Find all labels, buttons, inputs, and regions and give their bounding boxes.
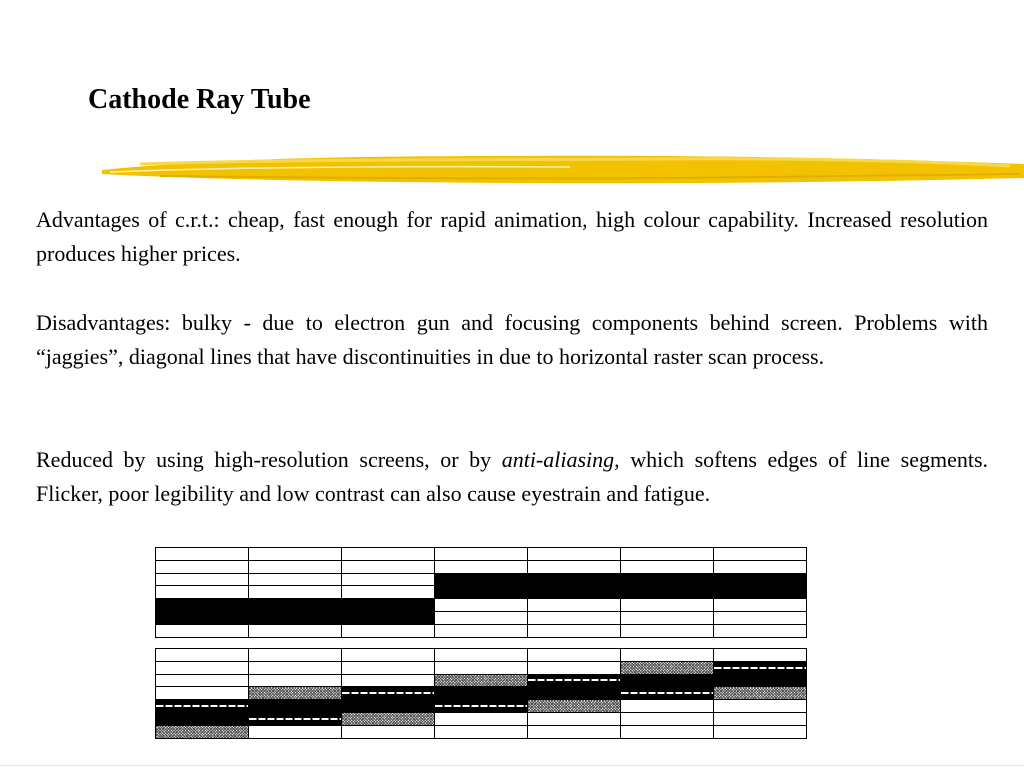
pixel-cell-empty <box>156 586 249 599</box>
pixel-cell-empty <box>714 624 807 637</box>
pixel-cell-empty <box>156 573 249 586</box>
pixel-cell-gray <box>528 700 621 713</box>
pixel-cell-empty <box>435 649 528 662</box>
pixel-cell-black <box>714 674 807 687</box>
pixel-cell-empty <box>435 725 528 738</box>
pixel-cell-empty <box>156 661 249 674</box>
pixel-cell-empty <box>156 560 249 573</box>
grid-row <box>156 712 807 725</box>
pixel-cell-gray <box>249 687 342 700</box>
pixel-cell-black <box>528 586 621 599</box>
pixel-cell-empty <box>435 599 528 612</box>
pixel-cell-dash <box>435 700 528 713</box>
pixel-cell-empty <box>528 712 621 725</box>
pixel-cell-gray <box>435 674 528 687</box>
grid-row <box>156 661 807 674</box>
pixel-cell-empty <box>435 712 528 725</box>
pixel-cell-empty <box>249 573 342 586</box>
pixel-cell-empty <box>342 649 435 662</box>
grid-row <box>156 599 807 612</box>
pixel-cell-empty <box>342 586 435 599</box>
pixel-cell-empty <box>435 611 528 624</box>
pixel-cell-empty <box>342 548 435 561</box>
pixel-cell-black <box>714 586 807 599</box>
reduction-text-end: which softens edges of line segments. Flicker, poor legibility and low contrast can also cause eyestrain and fatigue. <box>36 447 989 506</box>
pixel-cell-empty <box>621 624 714 637</box>
pixel-cell-empty <box>435 661 528 674</box>
advantages-paragraph: Advantages of c.r.t.: cheap, fast enough for rapid animation, high colour capability. Increased resolution produces higher prices. <box>36 207 988 266</box>
pixel-cell-empty <box>528 661 621 674</box>
pixel-cell-empty <box>249 661 342 674</box>
pixel-cell-empty <box>249 674 342 687</box>
pixel-cell-empty <box>249 649 342 662</box>
grid-row <box>156 624 807 637</box>
grid-row <box>156 611 807 624</box>
pixel-cell-empty <box>528 611 621 624</box>
pixel-cell-dash <box>342 687 435 700</box>
pixel-cell-empty <box>714 725 807 738</box>
pixel-cell-empty <box>621 725 714 738</box>
pixel-cell-black <box>621 674 714 687</box>
pixel-cell-empty <box>528 624 621 637</box>
pixel-cell-empty <box>156 548 249 561</box>
pixel-cell-black <box>528 687 621 700</box>
pixel-cell-empty <box>714 560 807 573</box>
pixel-cell-black <box>342 599 435 612</box>
pixel-cell-dash <box>249 712 342 725</box>
grid-row <box>156 687 807 700</box>
pixel-cell-empty <box>621 712 714 725</box>
pixel-cell-black <box>435 687 528 700</box>
pixel-cell-black <box>435 586 528 599</box>
pixel-cell-empty <box>342 725 435 738</box>
pixel-cell-empty <box>528 599 621 612</box>
pixel-cell-black <box>156 712 249 725</box>
pixel-cell-black <box>342 611 435 624</box>
pixel-cell-dash <box>156 700 249 713</box>
pixel-cell-empty <box>342 573 435 586</box>
pixel-cell-empty <box>528 649 621 662</box>
aliased-line-grid <box>155 547 807 638</box>
highlighter-stroke-decoration <box>100 150 1024 190</box>
pixel-cell-empty <box>621 611 714 624</box>
pixel-cell-black <box>156 599 249 612</box>
grid-row <box>156 573 807 586</box>
antialiased-line-grid <box>155 648 807 739</box>
pixel-cell-empty <box>342 661 435 674</box>
pixel-cell-empty <box>621 700 714 713</box>
pixel-cell-empty <box>342 560 435 573</box>
pixel-cell-empty <box>156 649 249 662</box>
pixel-cell-gray <box>156 725 249 738</box>
pixel-cell-empty <box>342 624 435 637</box>
grid-row <box>156 560 807 573</box>
pixel-cell-black <box>156 611 249 624</box>
pixel-cell-black <box>249 700 342 713</box>
pixel-cell-black <box>342 700 435 713</box>
pixel-cell-empty <box>342 674 435 687</box>
pixel-cell-empty <box>249 586 342 599</box>
pixel-cell-empty <box>156 624 249 637</box>
grid-row <box>156 586 807 599</box>
pixel-cell-empty <box>528 725 621 738</box>
pixel-cell-gray <box>714 687 807 700</box>
pixel-cell-empty <box>156 674 249 687</box>
disadvantages-paragraph: Disadvantages: bulky - due to electron gun and focusing components behind screen. Problems with “jaggies”, diagonal lines that have discontinuities in due to horizontal raster scan process. <box>36 310 988 369</box>
pixel-cell-black <box>435 573 528 586</box>
pixel-cell-black <box>249 599 342 612</box>
pixel-cell-empty <box>435 560 528 573</box>
pixel-cell-empty <box>249 560 342 573</box>
reduction-text-start: Reduced by using high-resolution screens, or by <box>36 447 502 472</box>
pixel-cell-empty <box>714 700 807 713</box>
pixel-cell-empty <box>714 548 807 561</box>
pixel-cell-black <box>714 573 807 586</box>
pixel-cell-empty <box>249 548 342 561</box>
grid-row <box>156 700 807 713</box>
grid-row <box>156 725 807 738</box>
slide-title: Cathode Ray Tube <box>88 84 311 115</box>
pixel-cell-empty <box>156 687 249 700</box>
pixel-cell-empty <box>528 560 621 573</box>
grid-row <box>156 548 807 561</box>
pixel-cell-empty <box>714 649 807 662</box>
pixel-cell-empty <box>621 649 714 662</box>
pixel-cell-empty <box>435 624 528 637</box>
pixel-cell-dash <box>714 661 807 674</box>
pixel-cell-gray <box>621 661 714 674</box>
pixel-cell-empty <box>249 725 342 738</box>
grid-row <box>156 649 807 662</box>
pixel-cell-black <box>249 611 342 624</box>
pixel-cell-empty <box>621 560 714 573</box>
anti-aliasing-term: anti-aliasing, <box>501 447 620 472</box>
pixel-cell-empty <box>621 599 714 612</box>
footer-divider <box>0 765 1024 766</box>
pixel-cell-empty <box>714 712 807 725</box>
pixel-cell-empty <box>435 548 528 561</box>
pixel-cell-empty <box>249 624 342 637</box>
pixel-cell-empty <box>528 548 621 561</box>
pixel-cell-dash <box>528 674 621 687</box>
pixel-cell-empty <box>621 548 714 561</box>
pixel-cell-black <box>621 586 714 599</box>
pixel-cell-black <box>621 573 714 586</box>
pixel-cell-gray <box>342 712 435 725</box>
pixel-cell-empty <box>714 599 807 612</box>
pixel-cell-black <box>528 573 621 586</box>
pixel-cell-empty <box>714 611 807 624</box>
grid-row <box>156 674 807 687</box>
reduction-paragraph <box>36 443 988 511</box>
pixel-cell-dash <box>621 687 714 700</box>
